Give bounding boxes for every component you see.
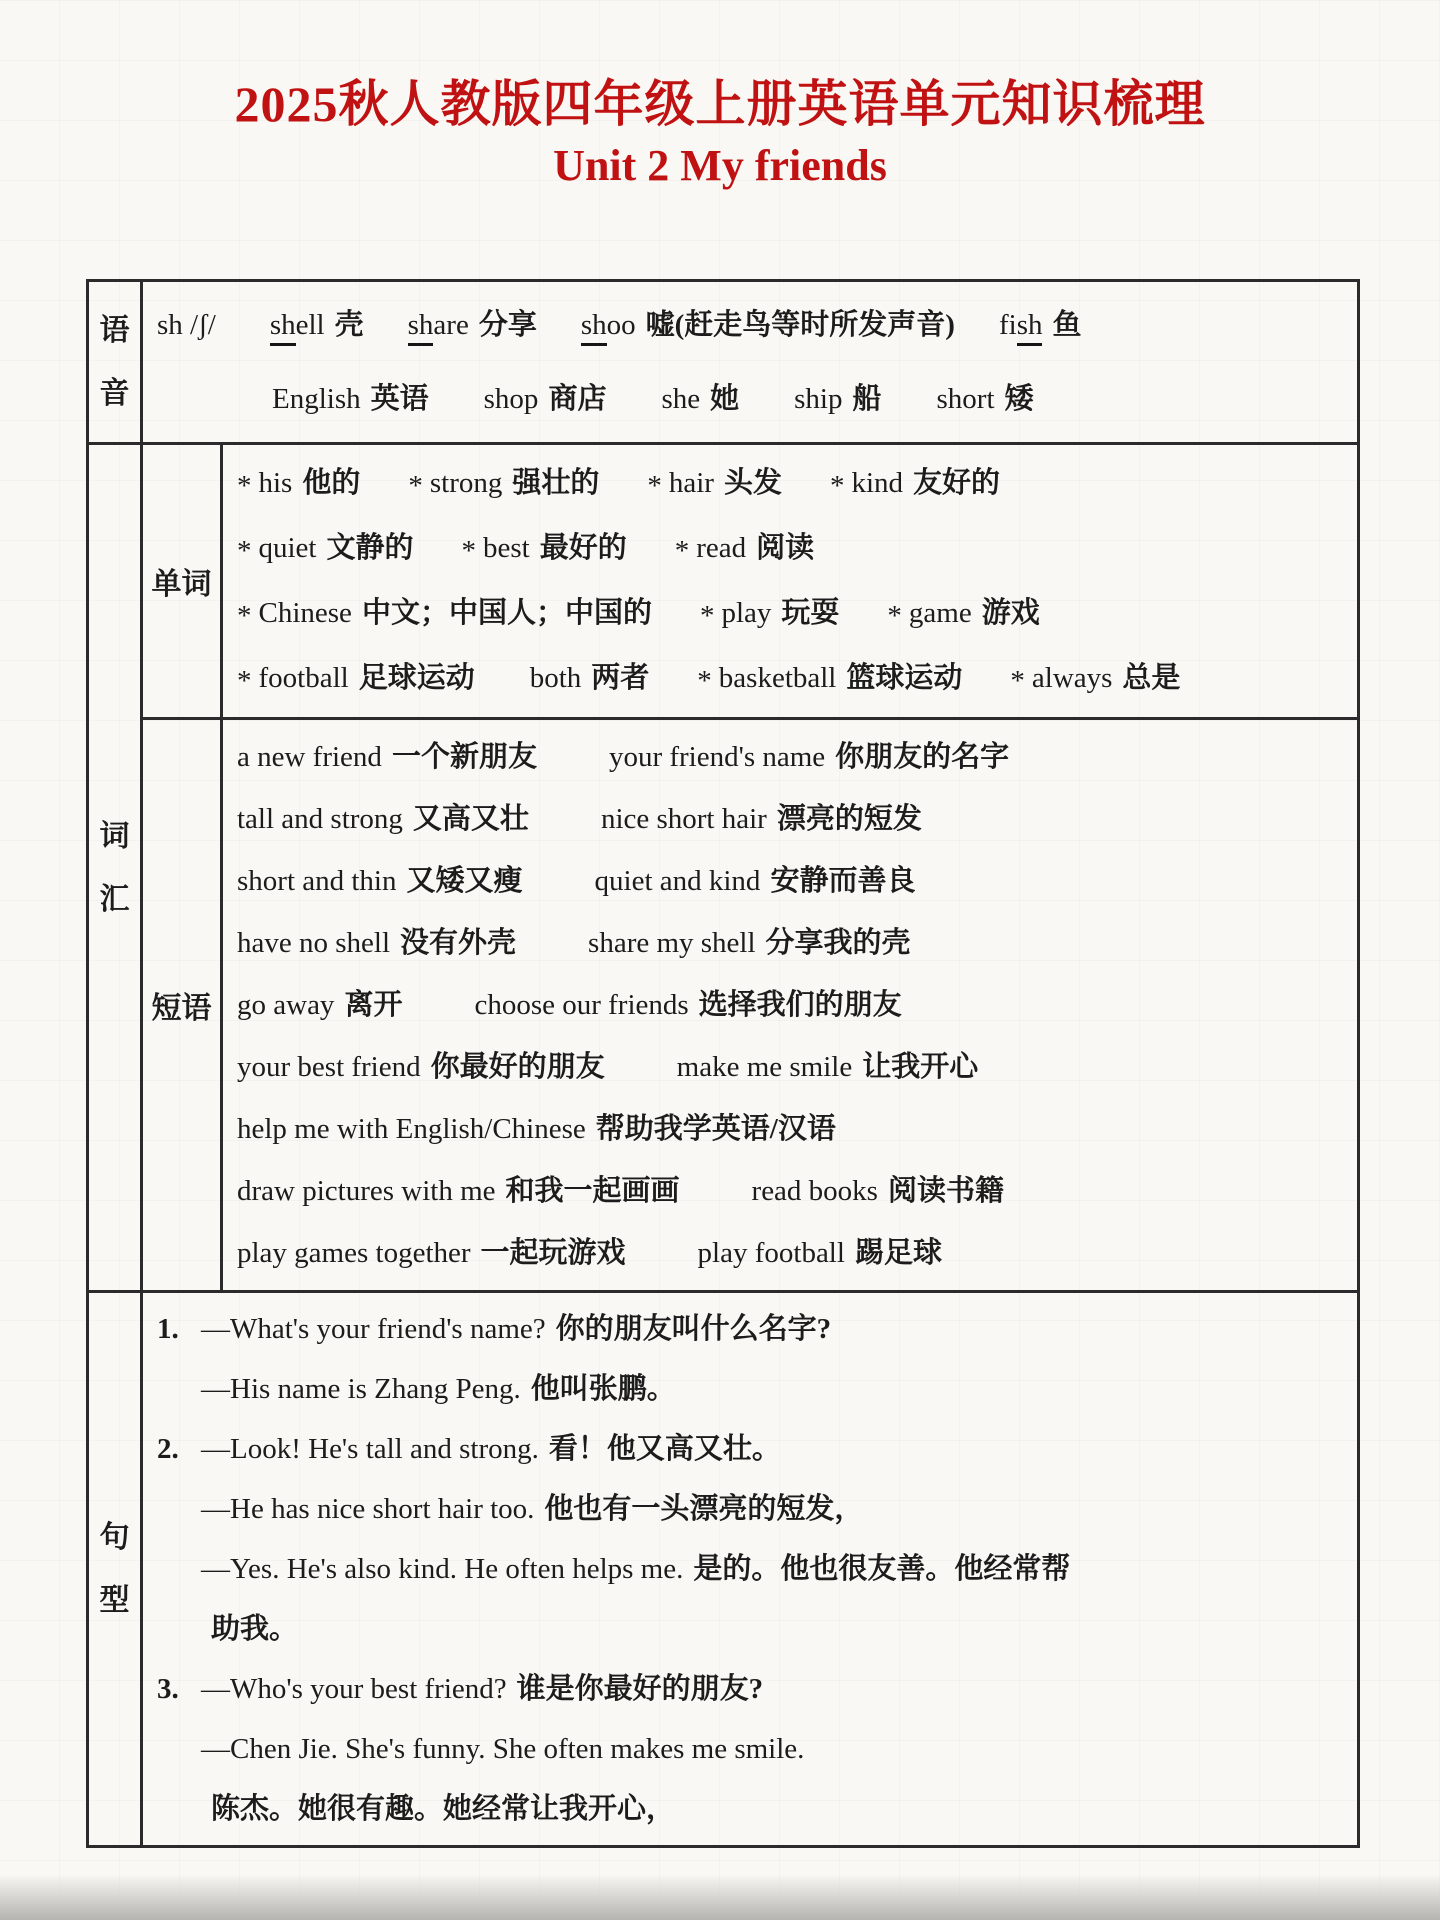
word-zh: 英语 [370,383,429,415]
star-mark: * [237,665,252,697]
phrase-line [237,912,1349,974]
phrase-zh: 又高又壮 [412,803,529,835]
word-item [523,662,650,694]
phrase-item [237,989,402,1021]
phrase-item [237,927,516,959]
word-line [237,646,1349,711]
phrase-en: read books [751,1175,878,1207]
phrase-zh: 让我开心 [862,1051,979,1083]
sentence-zh: 他叫张鹏。 [530,1373,676,1405]
phrase-item [698,1237,942,1269]
sentence-zh: 他也有一头漂亮的短发， [544,1493,864,1525]
phrase-en: draw pictures with me [237,1175,496,1207]
phrase-zh: 选择我们的朋友 [698,989,902,1021]
phrase-line [237,974,1349,1036]
star-mark: * [697,665,712,697]
word-en: hair [668,467,714,499]
word-item [477,383,607,415]
phrase-item [677,1051,979,1083]
phonics-line-2 [157,362,1349,436]
word-zh: 篮球运动 [846,662,963,694]
page-bottom-edge [0,1874,1440,1920]
sentence-en: —He has nice short hair too. [201,1493,535,1525]
word-item [237,662,475,697]
phrase-item [595,865,916,897]
phonics-line-1 [157,288,1349,362]
word-zh: 足球运动 [358,662,475,694]
sentence-line [157,1299,1349,1359]
word-item [237,467,361,502]
star-mark: * [237,470,252,502]
word-en: English [272,383,361,415]
word-line [237,581,1349,646]
phrase-en: short and thin [237,865,397,897]
sentence-line [157,1779,1349,1839]
phonics-sh-underline: sh [270,309,296,346]
phrase-item [752,1175,1004,1207]
word-item [930,383,1034,415]
word-en: read [696,532,747,564]
word-item [829,467,1001,502]
word-en: game [908,597,972,629]
phonics-word-zh: 鱼 [1052,309,1082,341]
phrase-en: help me with English/Chinese [237,1113,586,1145]
phrase-en: choose our friends [474,989,689,1021]
sentence-line [157,1479,1349,1539]
word-en: best [483,532,530,564]
sub-label-phrases [142,719,222,1292]
phrase-en: go away [237,989,335,1021]
phrase-item [609,741,1009,773]
sentence-en: —Look! He's tall and strong. [201,1433,539,1465]
word-item [237,597,652,632]
word-item [647,467,782,502]
phrase-zh: 你最好的朋友 [430,1051,605,1083]
phrase-item [237,741,537,773]
word-item [787,383,881,415]
star-mark: * [461,535,477,567]
phonics-word [157,309,226,341]
phrase-en: play football [697,1237,845,1269]
phonics-word-pre: fi [998,309,1017,341]
star-mark: * [237,600,252,632]
phrase-zh: 一个新朋友 [391,741,537,773]
phonics-sh-underline: sh [408,309,434,346]
sentence-line [157,1659,1349,1719]
sentence-number: 2. [157,1433,179,1465]
word-item [654,383,739,415]
phrase-en: make me smile [676,1051,853,1083]
word-item [408,467,600,502]
word-en: play [721,597,772,629]
phrase-item [237,1175,680,1207]
word-en: basketball [718,662,837,694]
phrase-en: play games together [237,1237,471,1269]
word-en: always [1031,662,1113,694]
word-item [887,597,1040,632]
sentences-row [88,1292,1359,1847]
row-label-sentences-text: 句型 [99,1521,130,1617]
word-zh: 阅读 [756,532,815,564]
word-zh: 船 [852,383,882,415]
word-line [237,451,1349,516]
phrase-line [237,726,1349,788]
word-en: ship [794,383,843,415]
word-item [674,532,815,567]
phrase-item [237,1051,605,1083]
star-mark: * [674,535,690,567]
word-en: Chinese [258,597,352,629]
sentence-zh: 看！他又高又壮。 [548,1433,781,1465]
phonics-sh-underline: sh [581,309,607,346]
sentences-content [142,1292,1359,1847]
sub-label-phrases-text: 短语 [151,992,212,1025]
phonics-word-rest: ell [295,309,325,341]
phrase-zh: 帮助我学英语/汉语 [595,1113,836,1145]
phrase-en: share my shell [588,927,756,959]
word-item [1010,662,1181,697]
word-en: kind [851,467,904,499]
word-zh: 总是 [1122,662,1181,694]
word-zh: 文静的 [326,532,414,564]
page-title: 2025秋人教版四年级上册英语单元知识梳理 [234,76,1206,132]
word-item [237,532,414,567]
phrase-item [237,1237,626,1269]
row-label-vocabulary [88,444,142,1292]
phrase-zh: 又矮又瘦 [406,865,523,897]
phrases-row [88,719,1359,1292]
words-row [88,444,1359,719]
word-en: both [529,662,582,694]
phrase-en: a new friend [237,741,382,773]
phrase-item [601,803,922,835]
word-zh: 他的 [302,467,361,499]
word-en: she [661,383,701,415]
row-label-vocabulary-text: 词汇 [99,819,130,916]
word-zh: 她 [710,383,740,415]
sentence-line [157,1539,1349,1599]
phrase-en: your best friend [237,1051,421,1083]
sentence-en: —His name is Zhang Peng. [201,1373,521,1405]
word-item [699,597,840,632]
phonics-word-zh: 分享 [478,309,537,341]
word-en: short [936,383,995,415]
phrase-zh: 和我一起画画 [505,1175,680,1207]
phonics-sh-underline: sh [1017,309,1043,346]
word-zh: 两者 [591,662,650,694]
words-content [222,444,1359,719]
phonics-word [408,309,537,341]
phrase-en: your friend's name [608,741,826,773]
word-en: quiet [258,532,317,564]
sentence-zh: 助我。 [211,1613,299,1645]
phrase-en: have no shell [237,927,391,959]
phrase-item [237,865,523,897]
phrase-zh: 一起玩游戏 [480,1237,626,1269]
phonics-word [270,309,364,341]
knowledge-table [86,279,1360,1848]
phrase-item [588,927,911,959]
sentence-en: —Chen Jie. She's funny. She often makes me smile. [201,1733,805,1765]
phonics-content [142,281,1359,444]
phonics-word-zh: 壳 [334,309,364,341]
phrase-line [237,850,1349,912]
sentence-number: 1. [157,1313,179,1345]
sentence-line [157,1419,1349,1479]
sentence-en: —Who's your best friend? [201,1673,507,1705]
row-label-sentences [88,1292,142,1847]
phrase-line [237,1098,1349,1160]
sentence-zh: 陈杰。她很有趣。她经常让我开心， [211,1793,676,1825]
star-mark: * [887,600,902,632]
word-line [237,516,1349,581]
phrase-item [237,803,529,835]
star-mark: * [829,470,845,502]
word-item [265,383,429,415]
phrase-zh: 离开 [344,989,403,1021]
sentence-number: 3. [157,1673,179,1705]
phrases-content [222,719,1359,1292]
word-zh: 强壮的 [512,467,600,499]
star-mark: * [1010,665,1025,697]
phrase-en: quiet and kind [594,865,761,897]
phrase-line [237,1036,1349,1098]
word-en: strong [429,467,503,499]
word-item [697,662,963,697]
phrase-zh: 你朋友的名字 [835,741,1010,773]
sentence-line [157,1359,1349,1419]
phrase-line [237,788,1349,850]
sentence-line [157,1719,1349,1779]
phrase-item [237,1113,836,1145]
phrase-zh: 安静而善良 [770,865,916,897]
phonics-word-zh: 嘘(赶走鸟等时所发声音) [645,309,955,341]
phrase-en: tall and strong [237,803,403,835]
word-item [461,532,627,567]
sentence-en: —What's your friend's name? [201,1313,546,1345]
phonics-word-rest: oo [606,309,636,341]
phrase-line [237,1222,1349,1284]
phrase-en: nice short hair [600,803,767,835]
word-en: his [258,467,293,499]
phonics-row [88,281,1359,444]
phrase-zh: 踢足球 [854,1237,942,1269]
phrase-item [474,989,901,1021]
phonics-word [999,309,1082,341]
word-zh: 头发 [723,467,782,499]
word-en: football [258,662,349,694]
word-en: shop [483,383,539,415]
star-mark: * [647,470,662,502]
sentence-zh: 谁是你最好的朋友? [516,1673,764,1705]
row-label-phonics [88,281,142,444]
phonics-word-rest: are [433,309,469,341]
word-zh: 玩耍 [781,597,840,629]
star-mark: * [408,470,423,502]
page-subtitle: Unit 2 My friends [553,141,887,190]
row-label-phonics-text: 语音 [99,314,130,410]
word-zh: 矮 [1004,383,1034,415]
word-zh: 游戏 [981,597,1040,629]
phrase-line [237,1160,1349,1222]
sentence-zh: 是的。他也很友善。他经常帮 [693,1553,1071,1585]
phonics-word-pre: sh /ʃ/ [157,309,216,341]
phrase-zh: 阅读书籍 [887,1175,1004,1207]
word-zh: 商店 [548,383,607,415]
phrase-zh: 没有外壳 [400,927,517,959]
sub-label-words-text: 单词 [151,568,212,601]
word-zh: 友好的 [913,467,1001,499]
phonics-word [581,309,955,341]
word-zh: 中文；中国人；中国的 [361,597,652,629]
star-mark: * [699,600,715,632]
word-zh: 最好的 [539,532,627,564]
sentence-line [157,1599,1349,1659]
star-mark: * [237,535,252,567]
sentence-zh: 你的朋友叫什么名字? [555,1313,832,1345]
sentence-en: —Yes. He's also kind. He often helps me. [201,1553,684,1585]
sub-label-words [142,444,222,719]
phrase-zh: 漂亮的短发 [776,803,922,835]
phrase-zh: 分享我的壳 [765,927,911,959]
